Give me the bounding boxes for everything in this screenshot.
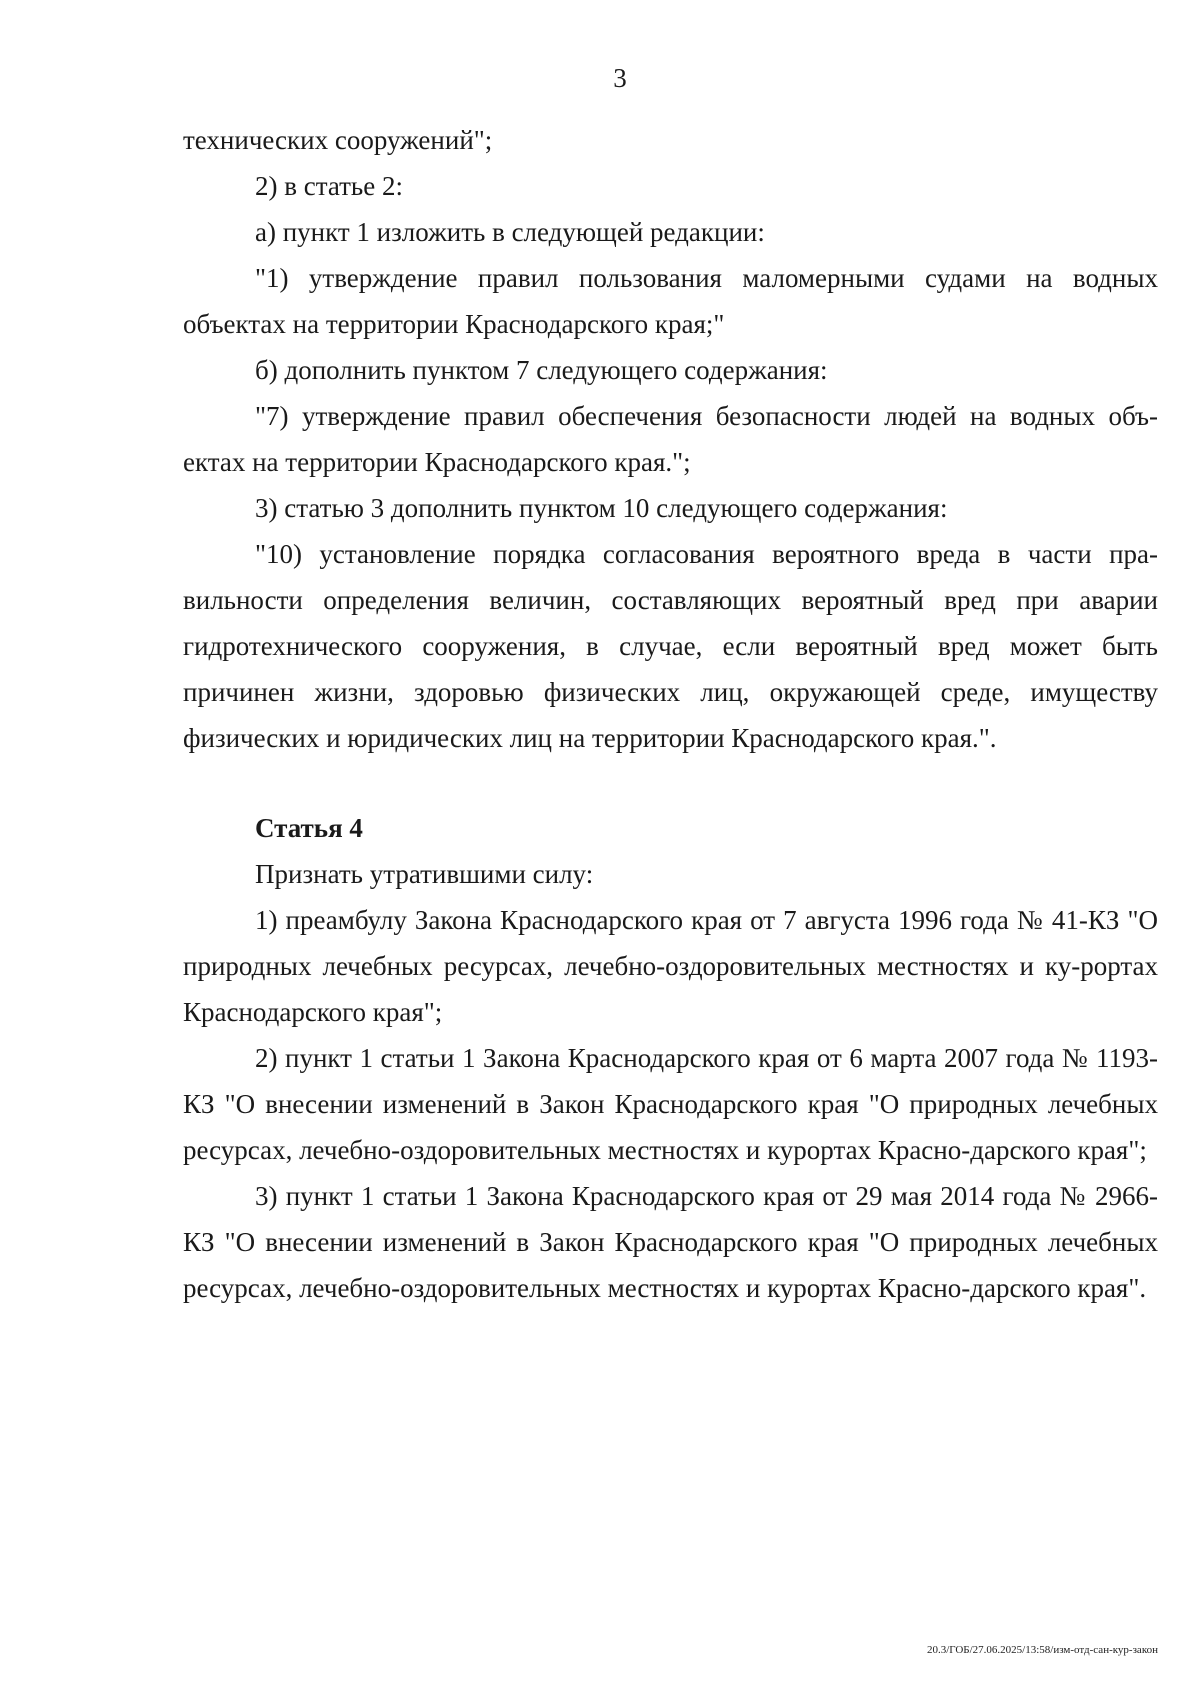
paragraph-subclause-a: а) пункт 1 изложить в следующей редакции:: [255, 217, 765, 247]
paragraph-quote-10: "10) установление порядка согласования вероятного вреда в части пра-вильности определения величин, составляющих вероятный вред при аварии гидротехнического сооружения, в случае, если вероятный вред может быть причинен жизни, здоровью физических лиц, окружающей среде, имуществу физических и юридических лиц на территории Краснодарского края.".: [183, 539, 1158, 753]
paragraph-subclause-b: б) дополнить пунктом 7 следующего содержания:: [255, 355, 828, 385]
article-4-item: 3) пункт 1 статьи 1 Закона Краснодарского края от 29 мая 2014 года № 2966-КЗ "О внесении изменений в Закон Краснодарского края "О природных лечебных ресурсах, лечебно-оздоровительных местностях и курортах Красно-дарского края".: [183, 1181, 1158, 1303]
paragraph-article2-clause: 2) в статье 2:: [255, 171, 403, 201]
paragraph-continuation: технических сооружений";: [183, 125, 493, 155]
page-number: 3: [613, 63, 627, 93]
document-footer-code: 20.3/ГОБ/27.06.2025/13:58/изм-отд-сан-кур-закон: [926, 1644, 1158, 1656]
section-gap: [183, 761, 1158, 805]
article-4-heading: Статья 4: [255, 813, 363, 843]
article-4-item: 1) преамбулу Закона Краснодарского края от 7 августа 1996 года № 41-КЗ "О природных лечебных ресурсах, лечебно-оздоровительных местностях и ку-рортах Краснодарского края";: [183, 905, 1158, 1027]
article-4-intro: Признать утратившими силу:: [255, 859, 594, 889]
paragraph-quote-1: "1) утверждение правил пользования маломерными судами на водных объектах на территории Краснодарского края;": [183, 263, 1158, 339]
paragraph-quote-7: "7) утверждение правил обеспечения безопасности людей на водных объ-ектах на территории Краснодарского края.";: [183, 401, 1158, 477]
article-4-item: 2) пункт 1 статьи 1 Закона Краснодарского края от 6 марта 2007 года № 1193-КЗ "О внесении изменений в Закон Краснодарского края "О природных лечебных ресурсах, лечебно-оздоровительных местностях и курортах Красно-дарского края";: [183, 1043, 1158, 1165]
paragraph-article3-clause: 3) статью 3 дополнить пунктом 10 следующего содержания:: [255, 493, 948, 523]
document-body: [183, 117, 1158, 1311]
